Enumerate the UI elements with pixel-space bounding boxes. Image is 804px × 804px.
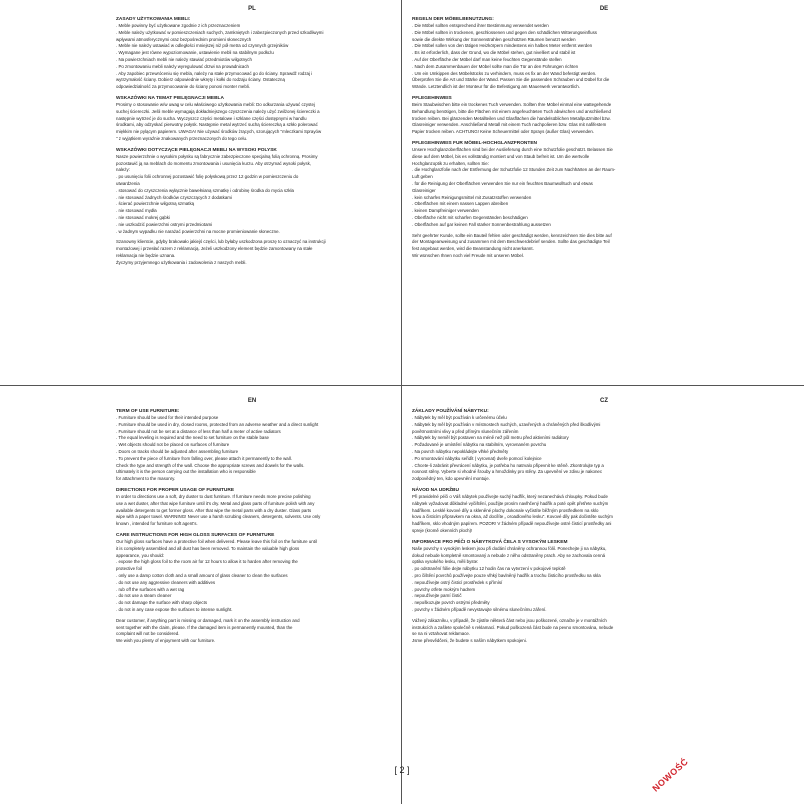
text-line: available detergents to get former gloss. After that wipe the metal parts with a dry duster. Glass parts <box>116 507 312 513</box>
text-line: Our high gloss surfaces have a protective foil when delivered. Please leave this foil on the furniture until <box>116 538 317 544</box>
text-line: . To prevent the piece of furniture from falling over, please attach it permanently to the wall. <box>116 455 292 461</box>
text-line: optika vysokého lesku, měli byste: <box>412 559 479 565</box>
text-line: zodpovědný ten, kdo upevnění montuje. <box>412 476 490 482</box>
text-line: . kein scharfes Reinigungsmittel mit Zusatzstoffen verwenden <box>412 194 532 200</box>
text-line: " z wyjątkiem wyraźnie znakowanych przeznaczonych do tego celu. <box>116 135 248 141</box>
text-line: . Die Möbel sollten in trockenen, geschlossenen und gegen den schädlichen Witterungseinfluss <box>412 29 598 35</box>
text-line: . w żadnym wypadku nie narażać powierzchni na mocne promieniowanie słoneczne. <box>116 228 280 234</box>
text-line: wytrzymałość ściany. Dobierz odpowiednie wkręty i kołki do rodzaju ściany. Ostateczną <box>116 77 285 83</box>
text-line: Wände. Letztendlich ist der Monteur für die Befestigung am Mauerwerk verantwortlich. <box>412 84 580 90</box>
text-line: . Auf der Oberfläche der Möbel darf man keine feuchten Gegenstände stellen <box>412 56 562 62</box>
text-line: Luft geben <box>412 174 433 180</box>
text-line: utwardzenia <box>116 180 140 186</box>
text-line: for attachment to the masonry. <box>116 476 176 482</box>
text-line: . für die Reinigung der Oberflächen verwenden Sie nur ein feuchtes Baumwolltuch und etwas <box>412 180 593 186</box>
text-line: use a wet duster, after that wipe furniture until it's dry. Metal and glass parts of furniture polish with any <box>116 500 315 506</box>
section-heading: PFLEGEHINWEIS FUR MÖBEL-HOCHGLANZFRONTEN <box>412 140 537 146</box>
text-line: kovu a čisticím přípravkem na okna, až docílíte „ oroadlového lesku". Kovové díly pak dočistěte suchým <box>412 514 613 520</box>
text-line: nosnost stěny. Vyberte si vhodné šrouby a hmoždinky pro stěny. Za upevnění ve zdivu je nakonec <box>412 469 603 475</box>
text-line: . Doors on tracks should be adjusted after assembling furniture <box>116 448 239 454</box>
text-line: wpływami atmosferycznymi oraz bezpośrednim promieni słonecznych <box>116 36 252 42</box>
language-label: EN <box>247 398 257 404</box>
language-label: PL <box>248 6 256 12</box>
text-line: spreje (kromě okenních ploch)! <box>412 527 473 533</box>
text-line: . Um ein Umkippen des Möbelstücks zu verhindern, muss es fix an der Wand befestigt werden. <box>412 70 597 76</box>
text-line: . Furniture should be used for their intended purpose <box>116 415 219 420</box>
text-line: miękkim nie pylącym papierem. UWAGA! Nie używać środków żrących, szorujących "mleczkami Sprayów <box>116 129 322 135</box>
text-line: . nie stosować mokrej gąbki <box>116 214 170 220</box>
text-line: fest angebaut werden, wird die Beanstandung nicht anerkannt. <box>412 246 534 252</box>
text-line: . Po zmontowaniu mebli należy wyregulować drzwi na prowadnicach <box>116 63 250 69</box>
section-heading: NÁVOD NA UDRŽBU <box>412 487 459 493</box>
text-line: We wish you plenty of enjoyment with our furniture. <box>116 638 216 644</box>
text-line: . Nábytek by měl být používán v místnostech suchých, uzavřených a chráněných před škodlivými <box>412 421 601 427</box>
new-badge-stamp: NOWOŚĆ <box>650 756 691 794</box>
text-line: . Wet objects should not be placed on surfaces of furniture <box>116 442 230 448</box>
section-heading: ZASADY UŻYTKOWANIA MEBLI: <box>116 17 191 22</box>
text-line: . The equal leveling is required and the need to set furniture on the stable base <box>116 435 269 441</box>
text-line: . die Hochglanzfolie nach der Entfernung der Schutzfolie 12 Stunden Zeit zum Nachhärten an der Raum- <box>412 167 616 173</box>
text-line: . po usunięciu folii ochronnej pozostawić folię połyskową przez 12 godzin w pomieszczeniu do <box>116 174 299 180</box>
text-line: . Meble nie należy ustawiać w odległości mniejszej niż pół metra od czynnych grzejników <box>116 43 289 49</box>
language-label: DE <box>599 6 609 12</box>
text-line: . Es ist erforderlich, dass der Grund, wo die Möbel stehen, gut nivelliert und stabil ist <box>412 50 576 56</box>
text-line: . Na powierzchniach mebli nie należy stawiać przedmiotów wilgotnych <box>116 56 252 62</box>
text-line: sent together with the claim, please. If the damaged item is permanently mounted, than the <box>116 624 293 630</box>
text-line: Hochglanzoptik zu erhalten, sollten Sie: <box>412 160 489 166</box>
text-line: In order to directions use a soft, dry duster to dust furniture. If furniture needs more precise polishing <box>116 493 311 499</box>
text-line: Beim Staubwischen bitte ein trockenes Tuch verwenden. Sollten Ihre Möbel einmal eine wattegehende <box>412 101 612 107</box>
text-line: Überprüfen Sie die Art und Stärke der Wand. Passen Sie die passenden Schrauben und Dübel für die <box>412 77 610 83</box>
section-heading: TERM OF USE FURNITURE: <box>116 409 180 414</box>
text-line: . Nábytek by měl být používán k určenému účelu <box>412 415 507 420</box>
text-line: Jsme přesvědčeni, že budete s naším nábytkem spokojeni. <box>412 638 527 644</box>
section-en <box>0 390 402 750</box>
text-line: . nepoškozujte povrch ostrými předměty <box>412 600 490 606</box>
text-line: . expose the high gloss foil to the room air for 12 hours to allow it to harden after removing the <box>116 559 298 565</box>
text-line: Sehr geehrter Kunde, sollte ein Bauteil fehlen oder geschädigt werden, kennzeichnen Sie dies bitte auf <box>412 232 612 238</box>
text-line: nábytek vyžadovat důkladné vyčištění, použijte prosím navlhčený hadřík a poté opět přetřete suchým <box>412 500 609 506</box>
text-line: odpowiedzialność za przymocowanie do ściany ponosi monter mebli. <box>116 84 250 90</box>
text-line: . po odstranění fólie dejte nábytku 12 hodin čas na vytvrzení v pokojové teplotě <box>412 566 566 572</box>
section-heading: REGELN DER MÖBELBENUTZUNG: <box>412 17 494 22</box>
text-line: appearance, you should: <box>116 552 165 558</box>
text-line: . Furniture should not be set at a distance of less than half a meter of active radiators <box>116 428 281 434</box>
text-line: . povrchy v žádném případě nevystavujte silnému slunečnímu záření. <box>412 606 547 612</box>
text-line: . Oberflächen mit einem nassen Lappen abreiben <box>412 201 509 207</box>
text-line: . nie stosować mydła <box>116 208 157 214</box>
section-heading: WSKAZÓWKI DOTYCZĄCE PIELĘGNACJI MEBLI NA WYSOKI POLYSK <box>116 147 277 153</box>
text-line: . nie stosować żadnych środków czyszczących z dodatkami <box>116 194 232 200</box>
text-line: . nie uszkodzić powierzchni ostrymi przedmiotami <box>116 221 213 227</box>
text-line: . only use a damp cotton cloth and a small amount of glass cleaner to clean the surfaces <box>116 572 288 578</box>
text-line: wipe with a paper towel. WARNING! Never use a harsh scrubing cleaners, detergents, solvents. Use only <box>116 514 321 520</box>
text-line: Dear customer, if anything part is missing or damaged, mark it on the assembly instruction and <box>116 617 300 623</box>
section-heading: CARE INSTRUCTIONS FOR HIGH GLOSS SURFACES OF FURNITURE <box>116 532 275 538</box>
text-line: se na ni vztahovat reklamace. <box>412 631 471 637</box>
text-line: it is completely assembled and all dust has been removed. To maintain the valuable high gloss <box>116 545 300 551</box>
section-pl <box>0 0 402 384</box>
text-line: diese auf dem Möbel, bis es vollständig montiert und von Staub befreit ist. Um die wertvolle <box>412 153 590 159</box>
text-line: . Die Möbel sollen von den tätigen Heizkörpern mindestens ein halbes Meter entfernt werden <box>412 43 593 49</box>
text-line: . Nábytek by neměl být postaven na méně než půl metru před aktivními radiátory <box>412 435 569 441</box>
text-line: . Oberflächen auf gar keinen Fall starker Sonnenbestrahlung aussetzen <box>412 221 551 227</box>
text-line: . do not use a steam cleaner <box>116 593 172 599</box>
text-line: . rub off the surfaces with a wet rag <box>116 586 185 592</box>
text-line: . Wymagane jest równe wypoziomowanie, ustawienie mebli na stabilnym podłożu <box>116 50 274 56</box>
section-heading: WSKAZÓWKI NA TEMAT PIELĘGNACJI MEBLA <box>116 95 224 101</box>
text-line: następnie wytrzeć je do sucha. Wyczyszcz części metalowe i szklane części dostępnymi w handlu <box>116 115 307 121</box>
text-line: . Chcete-li zabránit převrácení nábytku, je potřeba ho natrvalo připevnit ke stěně. Zkontrolujte typ a <box>412 462 604 468</box>
text-line: . do not use any aggressive cleaners with additives <box>116 579 216 585</box>
text-line: . Die Möbel sollten entsprechend ihrer Bestimmung verwendet werden <box>412 23 549 28</box>
horizontal-divider <box>0 385 804 386</box>
text-line: montażowej i przesłać razem z reklamacją. Jeżeli uszkodzony element będzie zamontowany na stałe <box>116 246 313 252</box>
text-line: hadříkem. Lesklé kovové díly a skleněné plochy dokonale vyčistíte běžným prostředkem na sklo <box>412 507 599 513</box>
text-line: suchej ściereczki. Jeśli meble wymagają dokładniejszego czyszczenia należy użyć zwilżonej ściereczki a <box>116 108 320 114</box>
text-line: . pro čištění povrchů používejte pouze vlhký bavlněný hadřík a trochu čisticího prostředku na skla <box>412 572 601 578</box>
text-line: reklamacja nie będzie uznana. <box>116 252 176 258</box>
text-line: . Nach dem Zusammenbauen der Möbel sollte man die Tür an den Führungen richten <box>412 63 579 69</box>
section-de <box>402 0 804 384</box>
text-line: Życzymy przyjemnego użytkowania i zadowolenia z naszych mebli. <box>116 259 247 265</box>
text-line: Nasze powierzchnie o wysokim połysku są fabrycznie zabezpieczone specjalną folią ochronną. Prosimy <box>116 153 318 159</box>
section-cz <box>402 390 804 750</box>
section-heading: DIRECTIONS FOR PROPER USAGE OF FURNITURE <box>116 487 235 493</box>
text-line: trocken reiben. Bei glänzenden Metallteilen und Glasflächen die handelsüblichen Metallputzmittel bzw. <box>412 115 611 121</box>
text-line: . do not damage the surface with sharp objects <box>116 600 208 606</box>
text-line: . Na povrch nábytku nepokládejte vlhké předměty <box>412 448 509 454</box>
text-line: . Furniture should be used in dry, closed rooms, protected from an adverse weather and a direct sunlight <box>116 421 319 427</box>
text-line: . do not in any case expose the surfaces to intense sunlight. <box>116 606 233 612</box>
text-line: protective foil <box>116 566 142 572</box>
text-line: hadříkem, sklo vhodným papírem. POZOR! V žádném případě nepoužívejte ostré čisticí prostředky ani <box>412 521 612 527</box>
text-line: . Po smontování nábytku seřiďit ( vyrovnat) dveře pomocí kolejnice <box>412 455 542 461</box>
text-line: Check the type and strength of the wall. Choose the appropriate screws and dowels for the walls. <box>116 462 305 468</box>
text-line: Unsere Hochglanzoberflächen sind bei der Auslieferung durch eine Schutzfolie geschützt. Belassen Sie <box>412 146 613 152</box>
text-line: pozostawić ją na meblach do momentu zmontowania i usunięcia kurzu. Aby otrzymać wysoki połysk, <box>116 160 311 166</box>
text-line: Szanowny klientcie, gdyby brakowało jakiejś części, lub byłaby uszkodzona proszę to oznaczyć na instrukcji <box>116 239 326 245</box>
text-line: Glasreiniger <box>412 187 436 193</box>
text-line: . stosować do czyszczenia wyłącznie bawełnianą szmatkę i odrobinę środka do mycia szkła <box>116 187 294 193</box>
text-line: sowie die direkte Wirkung der Sonnenstrahlen geschützten Räumen benutzt werden <box>412 36 576 42</box>
text-line: . ścierać powierzchnie wilgotną szmatką <box>116 201 195 207</box>
text-line: środkami, aby odzyskać pierwotny połysk. Następnie metal wytrzeć suchą ściereczką a szkło polerować <box>116 122 318 128</box>
text-line: . povrchy otřete mokrým hadrem <box>412 586 476 592</box>
text-line: . Meble powinny być użytkowane zgodnie z ich przeznaczeniem <box>116 23 241 28</box>
text-line: Vážený zákazníku, v případě, že zjistíte některá část nebo jsou poškozené, označte je v montážních <box>412 617 607 623</box>
text-line: Prosimy o stosowanie w/w uwag w celu właściwego użytkowania mebli: Do odkurzania używać czystej <box>116 101 315 107</box>
text-line: Glasreiniger verwenden. Anschließend Metall mit einem Tuch nachpolieren bzw. Glas mit nafifestem <box>412 122 607 128</box>
text-line: complaint will not be considered. <box>116 631 180 637</box>
text-line: . keinen Dampfreiniger verwenden <box>412 208 479 214</box>
page-number: [ 2 ] <box>394 765 410 775</box>
text-line: Naše povrchy s vysokým leskem jsou při dodání chráněny ochrannou fólií. Ponechejte ji na nábytku, <box>412 545 607 551</box>
text-line: instrukcích a zašlete společně s reklamací. Pokud poškozená část bude na pevno smontována, nebude <box>412 624 614 630</box>
text-line: dokud nebude kompletně smontovaný a nebude z něho odstraněny prach. Aby se zachovala cenná <box>412 552 606 558</box>
section-heading: PFLEGEHINWEIS <box>412 95 452 101</box>
text-line: . nepoužívejte ostrý čisticí prostředek s přímísí <box>412 579 503 585</box>
text-line: . Požadované je umístění nábytku na stabilním, vyrovnaném povrchu <box>412 442 547 448</box>
text-line: . nepoužívejte parní čistič <box>412 593 462 599</box>
text-line: Papier trocken reiben. ACHTUNG! Keine Scheuermittel oder Sprays (außer Glas) verwenden. <box>412 129 595 135</box>
text-line: należy: <box>116 167 130 173</box>
section-heading: INFORMACE PRO PÉČI O NÁBYTKOVÁ ČELA S VYSOKÝM LESKEM <box>412 539 568 545</box>
text-line: der Montageanweisung und zusammen mit dem Beschwerdebrief senden. Sollte das geschädigte Teil <box>412 239 610 245</box>
text-line: Ultimately it is the person carrying out the installation who is responsible <box>116 469 256 475</box>
section-heading: ZÁKLADY POUŽÍVÁNÍ NÁBYTKU: <box>412 409 489 414</box>
text-line: . Aby zapobiec przewróceniu się mebla, należy na stałe przymocować go do ściany. Sprawdź rodzaj i <box>116 70 313 76</box>
text-line: known , intended for furniture soft agent's. <box>116 521 198 527</box>
text-line: . Meble należy użytkować w pomieszczeniach suchych, zamkniętych i zabezpieczonych przed szkodliwymi <box>116 29 324 35</box>
text-line: Wir wünschen Ihnen noch viel Freude mit unseren Möbel. <box>412 252 525 258</box>
text-line: Behandlung benötigen, bitte die Flächen mit einem angefeuchteten Tuch abwischen und anschließend <box>412 108 611 114</box>
language-label: CZ <box>600 398 608 404</box>
text-line: povětrnostními vlivy a před přímým slunečním zářením <box>412 428 519 434</box>
text-line: . Oberfläche nicht mit scharfen Gegenständen beschädigen <box>412 214 528 220</box>
text-line: Při pravidelné péči o Váš nábytek používejte suchý hadřík, který nezanechává chloupky. Pokud bude <box>412 493 608 499</box>
